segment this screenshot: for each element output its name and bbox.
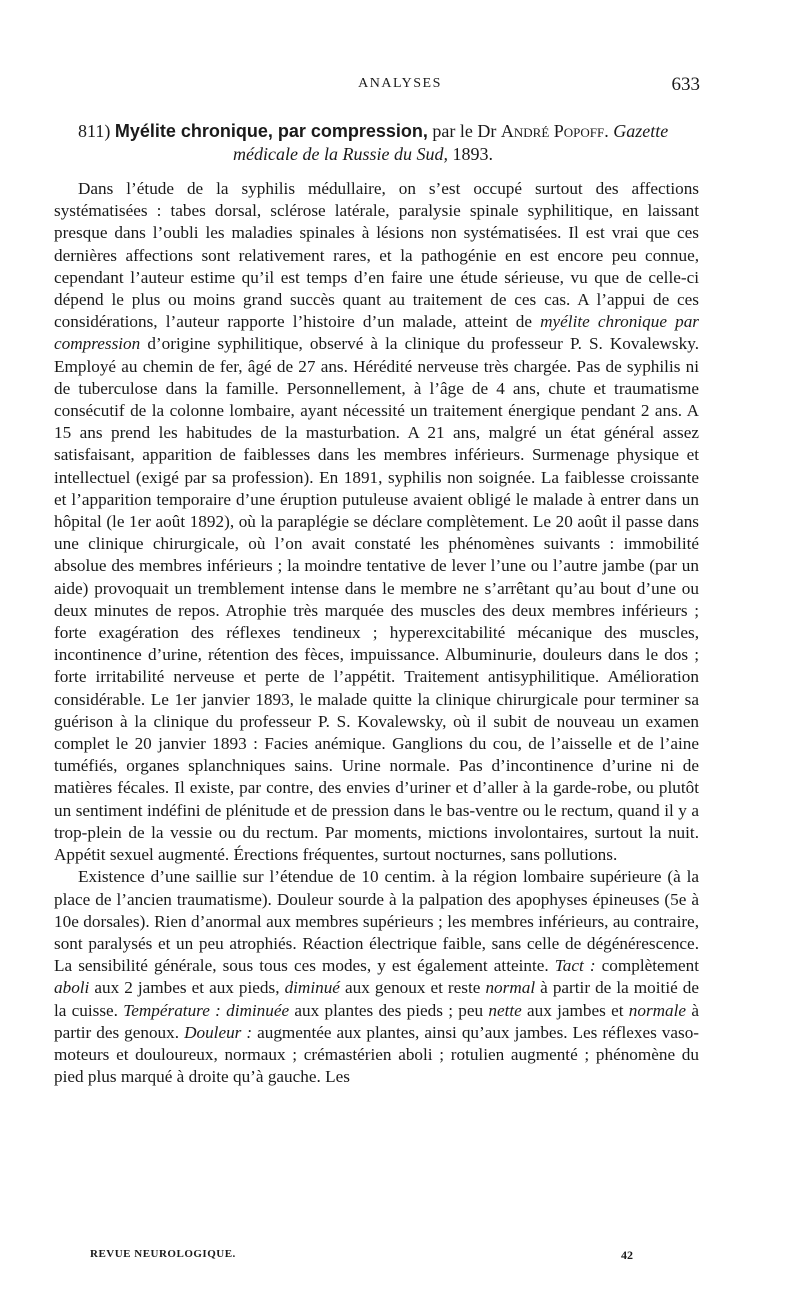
entry-number: 811)	[78, 121, 111, 141]
author-name: André Popoff.	[500, 121, 609, 141]
footer-journal-name: REVUE NEUROLOGIQUE.	[90, 1248, 236, 1260]
running-header	[0, 74, 800, 98]
running-title: ANALYSES	[358, 76, 442, 91]
text-run: aux jambes et	[521, 1000, 629, 1020]
text-run: d’origine syphilitique, observé à la clinique du professeur P. S. Kovalewsky. Employé au chemin de fer, âgé de 27 ans. Hérédité nerveuse très chargée. Pas de syphilis ni de tuberculose dans la famille. Personnellement, à l’âge de 4 ans, chute et traumatisme consécutif de la colonne lombaire, ayant nécessité un traitement énergique pendant 2 ans. A 15 ans prend les habitudes de la masturbation. A 21 ans, malgré un état général assez satisfaisant, apparition de faiblesses dans les membres inférieurs. Surmenage physique et intellectuel (exigé par sa profession). En 1891, syphilis non soignée. La faiblesse croissante et l’apparition temporaire d’une éruption putuleuse avaient obligé le malade à entrer dans un hôpital (le 1er août 1892), où la paraplégie se déclare complètement. Le 20 août il passe dans une clinique chirurgicale, où l’on avait constaté les phénomènes suivants : immobilité absolue des membres inférieurs ; la moindre tentative de lever l’une ou l’autre jambe (par un aide) provoquait un tremblement intense dans le membre ne s’arrêtant qu’au bout d’une ou deux minutes de repos. Atrophie très marquée des muscles des deux membres inférieurs ; forte exagération des réflexes tendineux ; hyperexcitabilité mécanique des muscles, incontinence d’urine, rétention des fèces, impuissance. Albuminurie, douleurs dans le dos ; forte irritabilité nerveuse et perte de l’appétit. Traitement antisyphilitique. Amélioration considérable. Le 1er janvier 1893, le malade quitte la clinique chirurgicale pour terminer sa guérison à la clinique du professeur P. S. Kovalewsky, où il subit de nouveau un examen complet le 20 janvier 1893 : Facies anémique. Ganglions du cou, de l’aisselle et de l’aine tuméfiés, organes splanchniques sains. Urine normale. Pas d’incontinence d’urine ni de matières fécales. Il existe, par contre, des envies d’uriner et d’aller à la garde-robe, ou plutôt un sentiment indéfini de plénitude et de pression dans le bas-ventre ou le rectum, quand il y a trop-plein de la vessie ou du rectum. Par moments, mictions involontaires, surtout la nuit. Appétit sexuel augmenté. Érections fréquentes, surtout nocturnes, sans pollutions.	[54, 334, 699, 865]
signature-mark: 42	[621, 1248, 633, 1262]
text-run: complètement	[595, 956, 700, 976]
text-run: aux 2 jambes et aux pieds,	[89, 978, 285, 998]
publication-year: 1893.	[452, 144, 493, 164]
text-run: à partir des genoux.	[54, 1000, 699, 1042]
page-number: 633	[671, 74, 700, 95]
journal-name-part1: Gazette	[613, 121, 669, 141]
article-body	[54, 178, 699, 1088]
text-run: à partir de la moitié de la cuisse.	[54, 978, 699, 1020]
article-title: Myélite chronique, par compression,	[114, 121, 428, 141]
text-run: aux genoux et reste	[339, 978, 486, 998]
italic-phrase: normale	[628, 1000, 687, 1020]
body-paragraph	[54, 866, 699, 1088]
page-footer	[0, 1244, 800, 1268]
journal-name-part2: médicale de la Russie du Sud,	[233, 144, 448, 164]
italic-phrase: diminué	[284, 978, 340, 998]
italic-phrase: Tact :	[554, 956, 596, 976]
italic-phrase: myélite chronique par compression	[54, 312, 699, 354]
italic-phrase: Température : diminuée	[123, 1000, 290, 1020]
author-prefix: par le Dr	[432, 121, 497, 141]
text-run: Existence d’une saillie sur l’étendue de 10 centim. à la région lombaire supérieure (à la place de l’ancien traumatisme). Douleur sourde à la palpation des apophyses épineuses (5e à 10e dorsales). Rien d’anormal aux membres supérieurs ; les membres inférieurs, au contraire, sont paralysés et un peu atrophiés. Réaction électrique faible, sans celle de dégénérescence. La sensibilité générale, sous tous ces modes, y est également atteinte.	[54, 867, 699, 976]
italic-phrase: normal	[485, 978, 536, 998]
italic-phrase: nette	[488, 1000, 522, 1020]
article-heading	[78, 120, 718, 166]
italic-phrase: Douleur :	[184, 1022, 253, 1042]
italic-phrase: aboli	[54, 978, 90, 998]
text-run: aux plantes des pieds ; peu	[289, 1000, 489, 1020]
text-run: Dans l’étude de la syphilis médullaire, on s’est occupé surtout des affections systématisées : tabes dorsal, sclérose latérale, paralysie spinale syphilitique, en laissant presque dans l’oubli les maladies spinales à lésions non systématisées. Il est vrai que ces dernières affections sont relativement rares, et la pathogénie en est encore peu connue, cependant l’auteur estime qu’il est temps d’en faire une étude sérieuse, vu que de celle-ci dépend le plus ou moins grand succès quant au traitement de ces cas. A l’appui de ces considérations, l’auteur rapporte l’histoire d’un malade, atteint de	[54, 179, 699, 332]
text-run: augmentée aux plantes, ainsi qu’aux jambes. Les réflexes vaso-moteurs et douloureux, normaux ; crémastérien aboli ; rotulien augmenté ; phénomène du pied plus marqué à droite qu’à gauche. Les	[54, 1022, 700, 1087]
body-paragraph	[54, 178, 699, 866]
